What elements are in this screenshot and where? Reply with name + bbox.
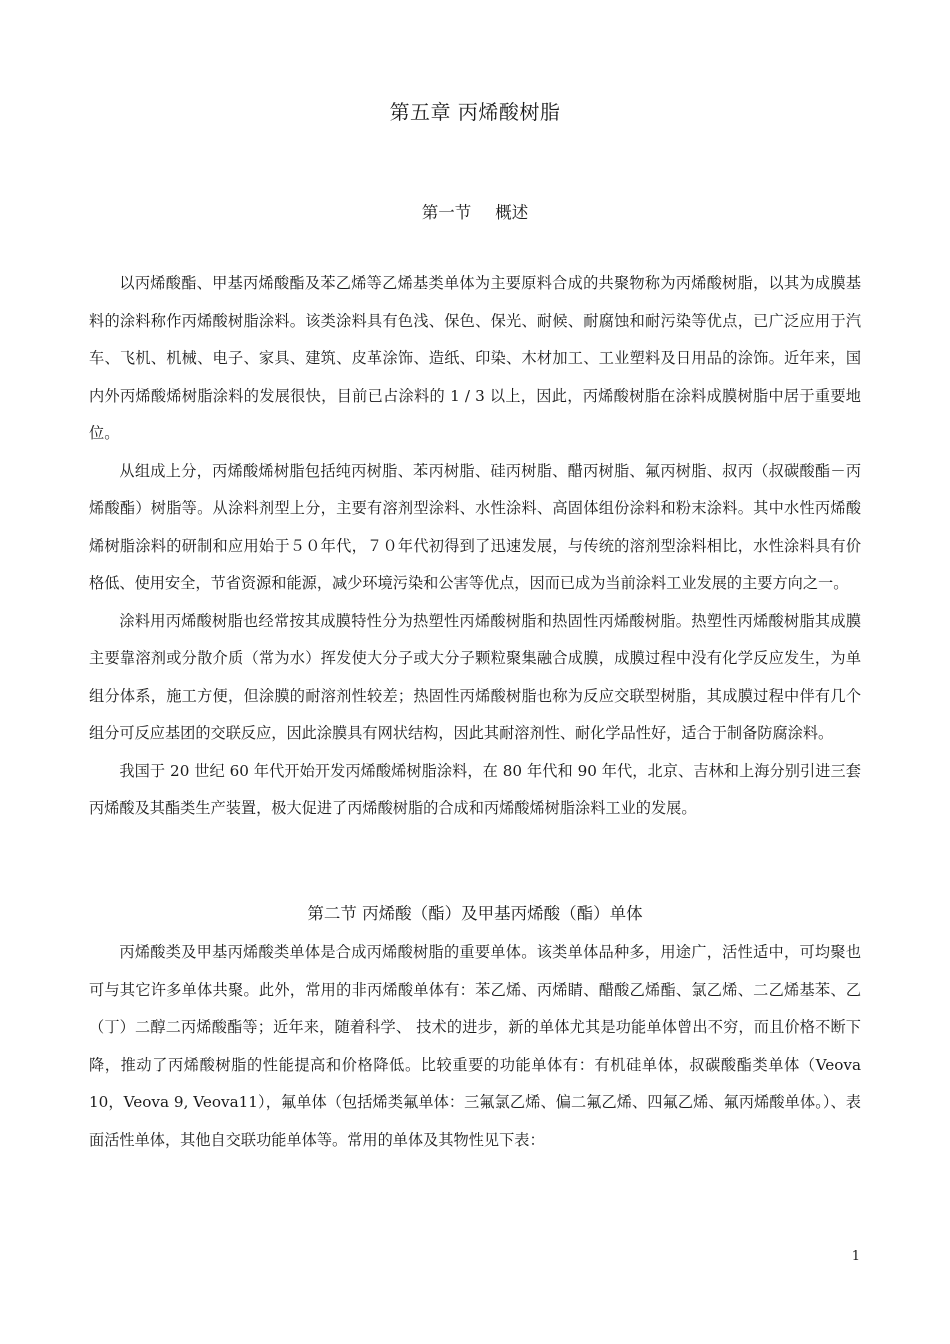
section-heading-1: [0, 199, 950, 223]
paragraph: 涂料用丙烯酸树脂也经常按其成膜特性分为热塑性丙烯酸树脂和热固性丙烯酸树脂。热塑性丙烯酸树脂其成膜主要靠溶剂或分散介质（常为水）挥发使大分子或大分子颗粒聚集融合成膜，成膜过程中没有化学反应发生，为单组分体系，施工方便，但涂膜的耐溶剂性较差；热固性丙烯酸树脂也称为反应交联型树脂，其成膜过程中伴有几个组分可反应基团的交联反应，因此涂膜具有网状结构，因此其耐溶剂性、耐化学品性好，适合于制备防腐涂料。: [89, 611, 861, 742]
section-1-body: [89, 265, 861, 828]
chapter-title: 第五章 丙烯酸树脂: [389, 100, 561, 124]
section-heading-2: 第二节 丙烯酸（酯）及甲基丙烯酸（酯）单体: [307, 904, 643, 923]
paragraph: 我国于 20 世纪 60 年代开始开发丙烯酸烯树脂涂料，在 80 年代和 90 年代，北京、吉林和上海分别引进三套丙烯酸及其酯类生产装置，极大促进了丙烯酸树脂的合成和丙烯酸烯树脂涂料工业的发展。: [89, 761, 861, 817]
section-number: 第一节: [421, 203, 472, 222]
paragraph: 从组成上分，丙烯酸烯树脂包括纯丙树脂、苯丙树脂、硅丙树脂、醋丙树脂、氟丙树脂、叔丙（叔碳酸酯－丙烯酸酯）树脂等。从涂料剂型上分，主要有溶剂型涂料、水性涂料、高固体组份涂料和粉末涂料。其中水性丙烯酸烯树脂涂料的研制和应用始于５０年代，７０年代初得到了迅速发展，与传统的溶剂型涂料相比，水性涂料具有价格低、使用安全，节省资源和能源，减少环境污染和公害等优点，因而已成为当前涂料工业发展的主要方向之一。: [89, 461, 861, 592]
paragraph: 丙烯酸类及甲基丙烯酸类单体是合成丙烯酸树脂的重要单体。该类单体品种多，用途广，活性适中，可均聚也可与其它许多单体共聚。此外，常用的非丙烯酸单体有：苯乙烯、丙烯睛、醋酸乙烯酯、氯乙烯、二乙烯基苯、乙（丁）二醇二丙烯酸酯等；近年来，随着科学、 技术的进步，新的单体尤其是功能单体曾出不穷，而且价格不断下降，推动了丙烯酸树脂的性能提高和价格降低。比较重要的功能单体有：有机硅单体，叔碳酸酯类单体（Veova 10，Veova 9, Veova11），氟单体（包括烯类氟单体：三氟氯乙烯、偏二氟乙烯、四氟乙烯、氟丙烯酸单体。）、表面活性单体，其他自交联功能单体等。常用的单体及其物性见下表：: [89, 943, 861, 1149]
paragraph: 以丙烯酸酯、甲基丙烯酸酯及苯乙烯等乙烯基类单体为主要原料合成的共聚物称为丙烯酸树脂，以其为成膜基料的涂料称作丙烯酸树脂涂料。该类涂料具有色浅、保色、保光、耐候、耐腐蚀和耐污染等优点，已广泛应用于汽车、飞机、机械、电子、家具、建筑、皮革涂饰、造纸、印染、木材加工、工业塑料及日用品的涂饰。近年来，国内外丙烯酸烯树脂涂料的发展很快，目前已占涂料的 1 / 3 以上，因此，丙烯酸树脂在涂料成膜树脂中居于重要地位。: [89, 274, 861, 442]
section-2-body: [89, 934, 861, 1159]
page-number: 1: [851, 1249, 860, 1264]
section-title-text: 概述: [495, 203, 529, 222]
